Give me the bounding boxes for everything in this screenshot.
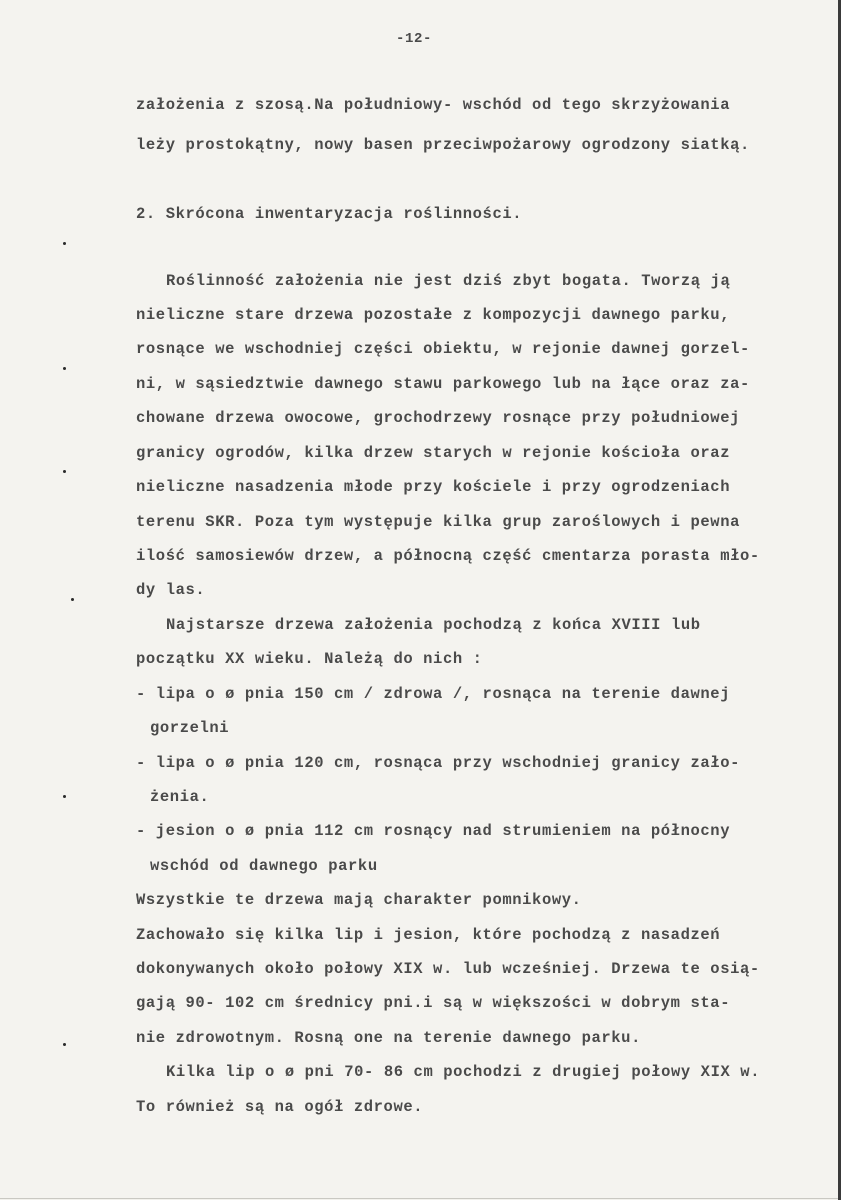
text-line: rosnące we wschodniej części obiektu, w rejonie dawnej gorzel- (136, 340, 750, 358)
list-item: - lipa o ø pnia 150 cm / zdrowa /, rosnąca na terenie dawnej (136, 685, 731, 703)
text-line: Zachowało się kilka lip i jesion, które pochodzą z nasadzeń (136, 926, 721, 944)
text-line: chowane drzewa owocowe, grochodrzewy rosnące przy południowej (136, 409, 740, 427)
text-line: terenu SKR. Poza tym występuje kilka grup zaroślowych i pewna (136, 513, 740, 531)
margin-speck (63, 242, 66, 245)
text-line: gają 90- 102 cm średnicy pni.i są w większości w dobrym sta- (136, 994, 731, 1012)
text-line: nieliczne stare drzewa pozostałe z kompozycji dawnego parku, (136, 306, 731, 324)
text-line: Roślinność założenia nie jest dziś zbyt bogata. Tworzą ją (166, 272, 731, 290)
margin-speck (71, 598, 74, 601)
text-line: Kilka lip o ø pni 70- 86 cm pochodzi z drugiej połowy XIX w. (166, 1063, 761, 1081)
text-line: granicy ogrodów, kilka drzew starych w rejonie kościoła oraz (136, 444, 731, 462)
page-number: -12- (396, 31, 433, 47)
text-line: założenia z szosą.Na południowy- wschód od tego skrzyżowania (136, 96, 731, 114)
list-item: - jesion o ø pnia 112 cm rosnący nad strumieniem na północny (136, 822, 731, 840)
list-item-continuation: gorzelni (150, 719, 230, 737)
text-line: nie zdrowotnym. Rosną one na terenie dawnego parku. (136, 1029, 641, 1047)
text-line: ilość samosiewów drzew, a północną część cmentarza porasta mło- (136, 547, 760, 565)
margin-speck (63, 795, 66, 798)
margin-speck (63, 470, 66, 473)
list-item-continuation: wschód od dawnego parku (150, 857, 378, 875)
text-line: ni, w sąsiedztwie dawnego stawu parkowego lub na łące oraz za- (136, 375, 750, 393)
list-item-continuation: żenia. (150, 788, 210, 806)
text-line: dy las. (136, 581, 206, 599)
text-line: początku XX wieku. Należą do nich : (136, 650, 483, 668)
margin-speck (63, 1043, 66, 1046)
text-line: dokonywanych około połowy XIX w. lub wcześniej. Drzewa te osią- (136, 960, 760, 978)
margin-speck (63, 367, 66, 370)
text-line: nieliczne nasadzenia młode przy kościele i przy ogrodzeniach (136, 478, 731, 496)
text-line: Najstarsze drzewa założenia pochodzą z końca XVIII lub (166, 616, 701, 634)
section-heading: 2. Skrócona inwentaryzacja roślinności. (136, 205, 523, 223)
text-line: To również są na ogół zdrowe. (136, 1098, 424, 1116)
list-item: - lipa o ø pnia 120 cm, rosnąca przy wschodniej granicy zało- (136, 754, 740, 772)
text-line: leży prostokątny, nowy basen przeciwpożarowy ogrodzony siatką. (136, 136, 750, 154)
text-line: Wszystkie te drzewa mają charakter pomnikowy. (136, 891, 582, 909)
